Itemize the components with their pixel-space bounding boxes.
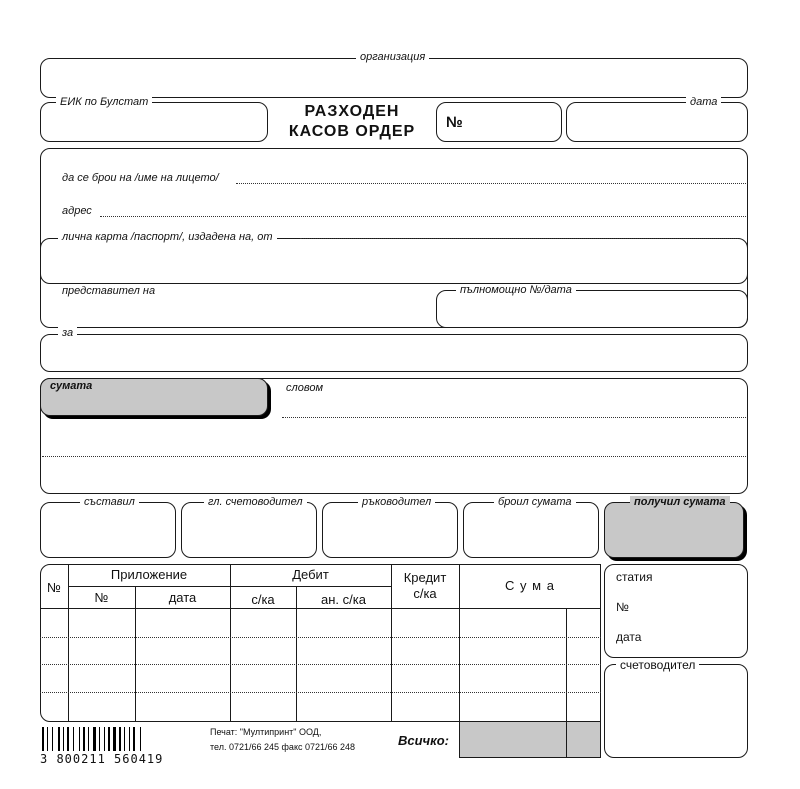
title-line-2: КАСОВ ОРДЕР [288, 123, 416, 140]
col-credit-header [391, 570, 459, 602]
organization-field[interactable] [40, 58, 748, 98]
article-date-label: дата [616, 630, 642, 644]
accountant-signature-field[interactable] [604, 664, 748, 758]
barcode-bar [67, 727, 69, 751]
barcode-bar [79, 727, 80, 751]
col-sum-header: С у м а [505, 578, 555, 593]
purpose-field[interactable] [40, 334, 748, 372]
barcode-bar [88, 727, 89, 751]
total-cents-divider [566, 722, 567, 758]
signature-manager-field[interactable] [322, 502, 458, 558]
signature-prepared-field[interactable] [40, 502, 176, 558]
signature-manager-label: ръководител [358, 496, 435, 508]
article-number-label: № [616, 600, 629, 614]
barcode-bar [93, 727, 96, 751]
in-words-line-1[interactable] [282, 417, 746, 418]
print-line-2: тел. 0721/66 245 факс 0721/66 248 [210, 742, 356, 752]
power-of-attorney-label: пълномощно №/дата [456, 284, 576, 296]
barcode [42, 727, 192, 751]
pay-to-label: да се брои на /име на лицето/ [62, 172, 219, 184]
col-attachment-date-header: дата [168, 590, 197, 605]
in-words-label: словом [286, 382, 323, 394]
col-no-header: № [47, 580, 61, 595]
barcode-bar [108, 727, 110, 751]
barcode-bar [104, 727, 105, 751]
barcode-bar [129, 727, 130, 751]
signature-received-field[interactable] [604, 502, 744, 558]
form-title [272, 102, 432, 142]
number-label: № [446, 114, 463, 131]
signature-chief-accountant-field[interactable] [181, 502, 317, 558]
barcode-digits: 3 800211 560419 [40, 752, 164, 766]
col-credit-line-1: Кредит [403, 570, 447, 585]
col-debit-header: Дебит [292, 567, 329, 582]
print-line-1: Печат: "Мултипринт" ООД, [210, 727, 322, 737]
barcode-bar [63, 727, 64, 751]
barcode-bar [42, 727, 44, 751]
eik-field[interactable] [40, 102, 268, 142]
barcode-bar [73, 727, 74, 751]
total-amount-field[interactable] [459, 722, 601, 758]
col-credit-line-2: с/ка [413, 586, 437, 601]
purpose-label: за [58, 327, 77, 339]
signature-received-label: получил сумата [630, 496, 730, 508]
barcode-bar [83, 727, 85, 751]
total-label: Всичко: [398, 733, 449, 748]
barcode-bar [133, 727, 135, 751]
organization-label: организация [356, 51, 429, 63]
barcode-bar [113, 727, 116, 751]
row-divider-3 [40, 692, 601, 693]
eik-label: ЕИК по Булстат [56, 96, 152, 108]
address-label: адрес [62, 205, 92, 217]
barcode-bar [124, 727, 125, 751]
col-attachment-header: Приложение [110, 567, 188, 582]
signature-prepared-label: съставил [80, 496, 139, 508]
barcode-bar [52, 727, 53, 751]
in-words-line-2[interactable] [42, 456, 746, 457]
barcode-bar [99, 727, 100, 751]
date-label: дата [686, 96, 721, 108]
id-card-line [300, 238, 740, 239]
barcode-bar [47, 727, 48, 751]
barcode-bar [119, 727, 121, 751]
id-card-field[interactable] [40, 238, 748, 284]
row-divider-2 [40, 664, 601, 665]
article-label: статия [616, 570, 653, 584]
col-divider-no [68, 564, 69, 722]
col-divider-attach-mid [135, 586, 136, 722]
accountant-label: счетоводител [616, 658, 699, 672]
signature-counted-field[interactable] [463, 502, 599, 558]
col-debit-account-header: с/ка [251, 592, 275, 607]
row-divider-subheader [68, 586, 391, 587]
amount-label: сумата [50, 380, 93, 392]
title-line-1: РАЗХОДЕН [304, 103, 400, 120]
signature-chief-accountant-label: гл. счетоводител [204, 496, 307, 508]
barcode-bar [140, 727, 141, 751]
date-field[interactable] [566, 102, 748, 142]
col-divider-attach-end [230, 564, 231, 722]
signature-counted-label: броил сумата [494, 496, 576, 508]
row-divider-header [40, 608, 601, 609]
col-debit-analytic-header: ан. с/ка [321, 592, 366, 607]
pay-to-line[interactable] [236, 183, 746, 184]
representative-label: представител на [62, 285, 156, 297]
row-divider-1 [40, 637, 601, 638]
col-attachment-no-header: № [94, 590, 109, 605]
address-line[interactable] [100, 216, 746, 217]
id-card-label: лична карта /паспорт/, издадена на, от [58, 231, 277, 243]
barcode-bar [58, 727, 60, 751]
